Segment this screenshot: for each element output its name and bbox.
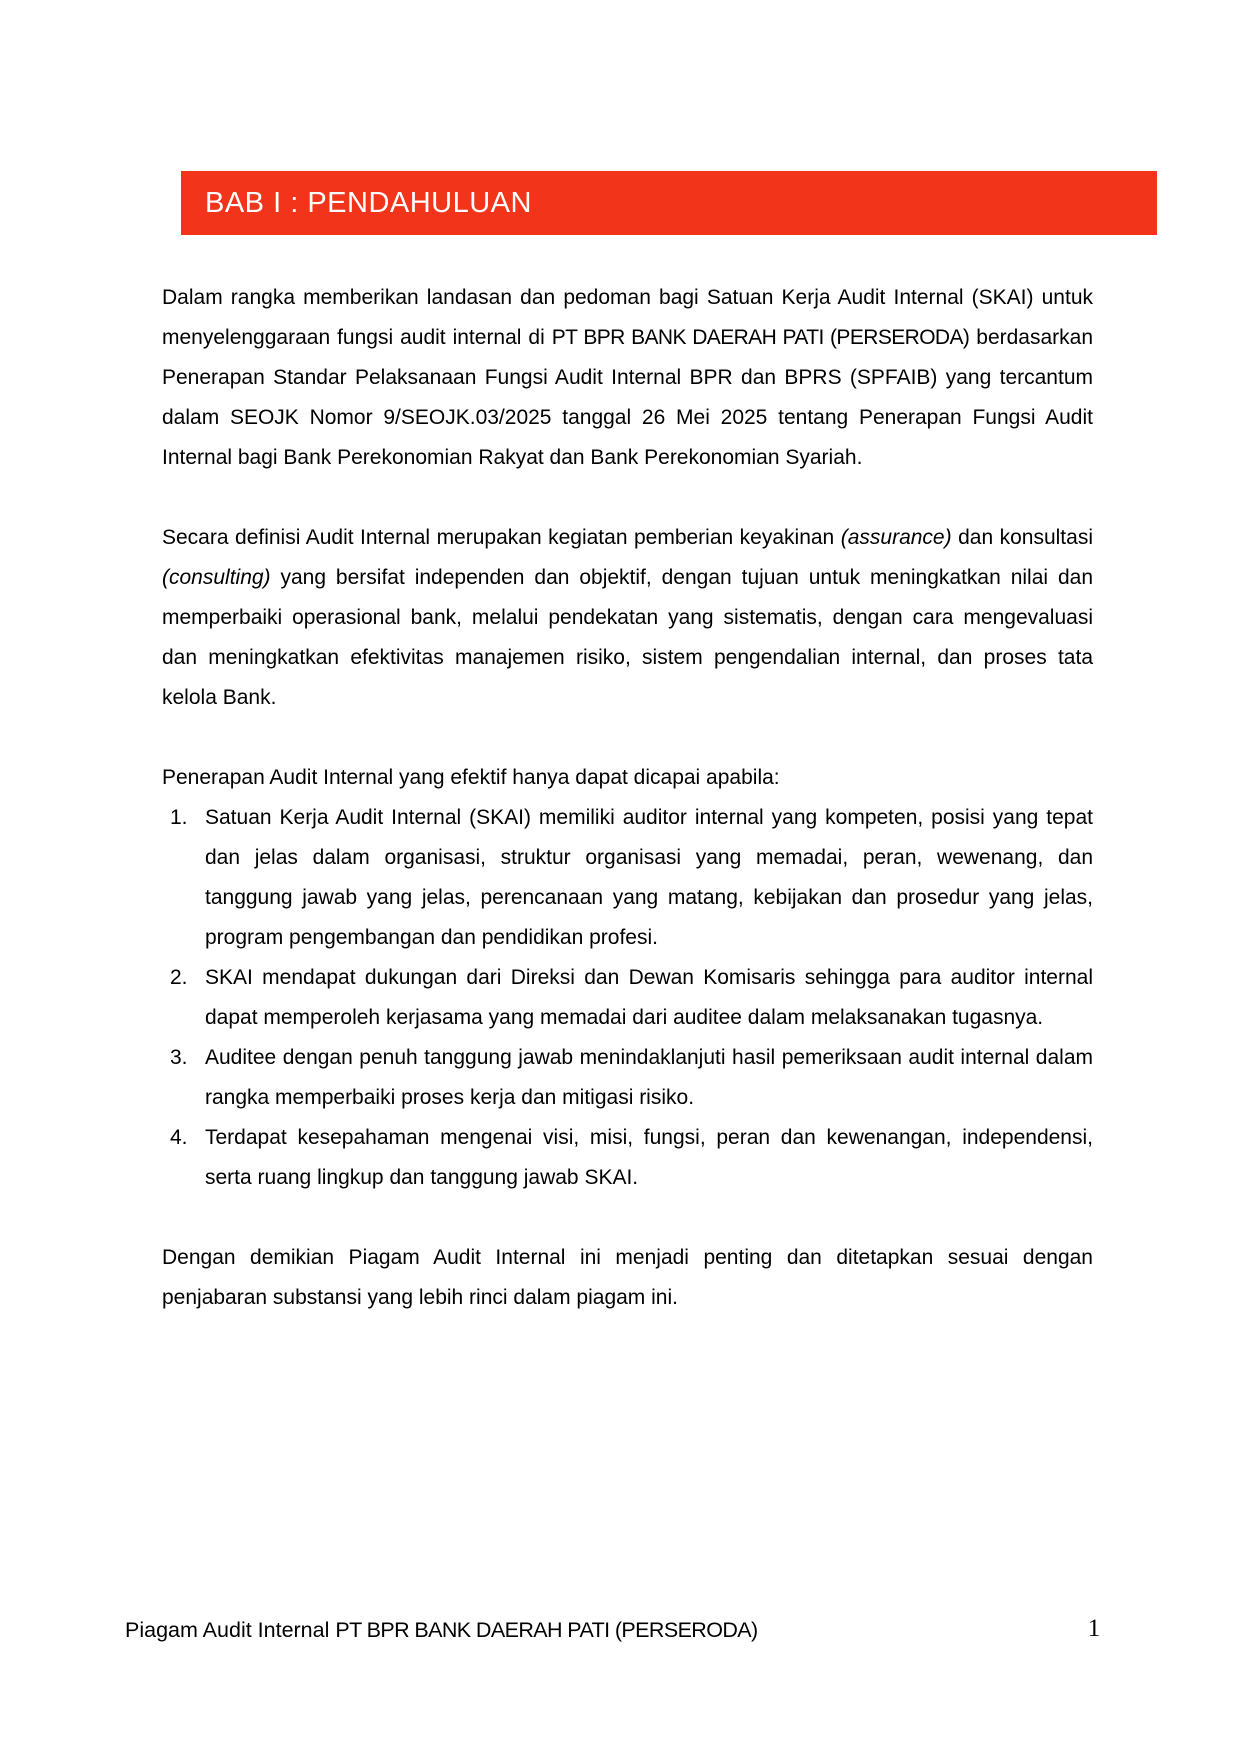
chapter-title: BAB I : PENDAHULUAN — [205, 186, 532, 219]
chapter-banner — [181, 171, 1157, 235]
assurance-italic-text: (assurance) — [840, 526, 952, 549]
list-item — [162, 1038, 1093, 1118]
list-item-number: 1. — [170, 806, 188, 829]
paragraph-opening-pre: Dalam rangka memberikan landasan dan pedoman bagi Satuan Kerja Audit Internal (SKAI) untuk menyelenggaraan fungsi audit internal di — [162, 286, 1093, 349]
paragraph-closing: Dengan demikian Piagam Audit Internal ini menjadi penting dan ditetapkan sesuai dengan penjabaran substansi yang lebih rinci dalam piagam ini. — [162, 1246, 1093, 1309]
page-number: 1 — [1087, 1615, 1101, 1642]
list-item — [162, 798, 1093, 958]
paragraph-definition-post: yang bersifat independen dan objektif, dengan tujuan untuk meningkatkan nilai dan memperbaiki operasional bank, melalui pendekatan yang sistematis, dengan cara mengevaluasi dan meningkatkan efektivitas manajemen risiko, sistem pengendalian internal, dan proses tata kelola Bank. — [162, 566, 1093, 709]
document-body — [162, 278, 1093, 1318]
list-item-text: Satuan Kerja Audit Internal (SKAI) memiliki auditor internal yang kompeten, posisi yang tepat dan jelas dalam organisasi, struktur organisasi yang memadai, peran, wewenang, dan tanggung jawab yang jelas, perencanaan yang matang, kebijakan dan prosedur yang jelas, program pengembangan dan pendidikan profesi. — [205, 806, 1093, 949]
paragraph-definition-mid: dan konsultasi — [951, 526, 1093, 549]
list-item — [162, 1118, 1093, 1198]
list-item-text: Terdapat kesepahaman mengenai visi, misi, fungsi, peran dan kewenangan, independensi, serta ruang lingkup dan tanggung jawab SKAI. — [205, 1126, 1093, 1189]
paragraph-definition-pre: Secara definisi Audit Internal merupakan kegiatan pemberian keyakinan — [162, 526, 841, 549]
paragraph-opening-post: berdasarkan Penerapan Standar Pelaksanaan Fungsi Audit Internal BPR dan BPRS (SPFAIB) yang tercantum dalam SEOJK Nomor 9/SEOJK.03/2025 tanggal 26 Mei 2025 tentang Penerapan Fungsi Audit Internal bagi Bank Perekonomian Rakyat dan Bank Perekonomian Syariah. — [162, 326, 1093, 469]
bank-name-text: PT BPR BANK DAERAH PATI (PERSERODA) — [551, 326, 970, 349]
list-intro-line: Penerapan Audit Internal yang efektif hanya dapat dicapai apabila: — [162, 766, 780, 789]
list-item-text: SKAI mendapat dukungan dari Direksi dan Dewan Komisaris sehingga para auditor internal dapat memperoleh kerjasama yang memadai dari auditee dalam melaksanakan tugasnya. — [205, 966, 1093, 1029]
list-item-text: Auditee dengan penuh tanggung jawab menindaklanjuti hasil pemeriksaan audit internal dalam rangka memperbaiki proses kerja dan mitigasi risiko. — [205, 1046, 1093, 1109]
footer-bank-name-text: PT BPR BANK DAERAH PATI (PERSERODA) — [335, 1618, 758, 1642]
footer-title — [125, 1618, 758, 1643]
list-item-number: 2. — [170, 966, 188, 989]
paragraph-definition — [162, 518, 1093, 718]
requirements-list — [162, 798, 1093, 1198]
paragraph-opening — [162, 278, 1093, 478]
consulting-italic-text: (consulting) — [162, 566, 271, 589]
list-item — [162, 958, 1093, 1038]
list-item-number: 3. — [170, 1046, 188, 1069]
footer-title-pre: Piagam Audit Internal — [125, 1618, 336, 1642]
list-item-number: 4. — [170, 1126, 188, 1149]
